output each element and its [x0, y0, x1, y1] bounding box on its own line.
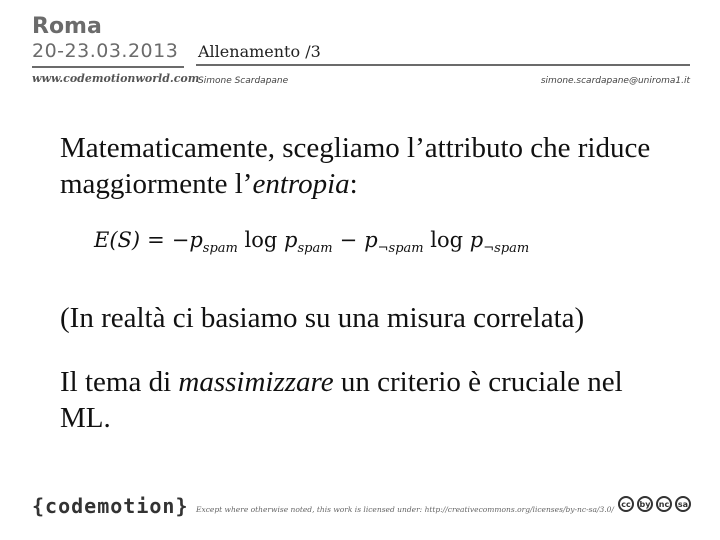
paragraph-entropy — [60, 130, 680, 202]
formula-p4: p — [469, 228, 484, 252]
author-name: Simone Scardapane — [198, 76, 289, 86]
paragraph-maximize-end: un criterio è cruciale nel ML. — [60, 366, 623, 434]
formula-log-2: log — [430, 228, 464, 252]
cc-sa-icon: sa — [675, 496, 691, 512]
cc-nc-icon: nc — [656, 496, 672, 512]
brand-website: www.codemotionworld.com — [32, 72, 200, 85]
formula-lhs: E(S) — [94, 228, 141, 252]
entropy-formula — [94, 228, 529, 256]
header-rule — [196, 64, 690, 66]
cc-by-icon: by — [637, 496, 653, 512]
cc-license-icons[interactable] — [618, 496, 691, 512]
formula-p1: p — [189, 228, 203, 252]
paragraph-correlated-measure: (In realtà ci basiamo su una misura correlata) — [60, 302, 585, 334]
brand-rule — [32, 66, 184, 68]
codemotion-logo: {codemotion} — [32, 494, 189, 518]
license-text[interactable]: Except where otherwise noted, this work is licensed under: http://creativecommons.org/licenses/by-nc-sa/3.0/ — [196, 505, 614, 514]
formula-p3: p — [364, 228, 378, 252]
slide-title: Allenamento /3 — [198, 42, 321, 61]
paragraph-maximize — [60, 364, 680, 436]
formula-log-1: log — [244, 228, 278, 252]
formula-sub-1: spam — [202, 241, 238, 256]
formula-equals: = — [147, 228, 165, 252]
formula-minus-2: − — [339, 228, 358, 252]
brand-city: Roma — [32, 14, 102, 39]
formula-sub-4: ¬spam — [483, 241, 530, 256]
paragraph-maximize-start: Il tema di — [60, 366, 179, 398]
maximize-emphasis: massimizzare — [178, 366, 334, 398]
cc-icon: cc — [618, 496, 634, 512]
paragraph-entropy-colon: : — [349, 168, 358, 200]
paragraph-entropy-text: Matematicamente, scegliamo l’attributo che riduce maggiormente l’ — [60, 132, 651, 200]
formula-sub-3: ¬spam — [377, 241, 424, 256]
author-email[interactable]: simone.scardapane@uniroma1.it — [540, 76, 690, 86]
formula-p2: p — [284, 228, 298, 252]
entropy-emphasis: entropia — [252, 168, 350, 200]
brand-dates: 20-23.03.2013 — [32, 40, 179, 62]
formula-sub-2: spam — [297, 241, 333, 256]
formula-minus-1: − — [171, 228, 190, 252]
